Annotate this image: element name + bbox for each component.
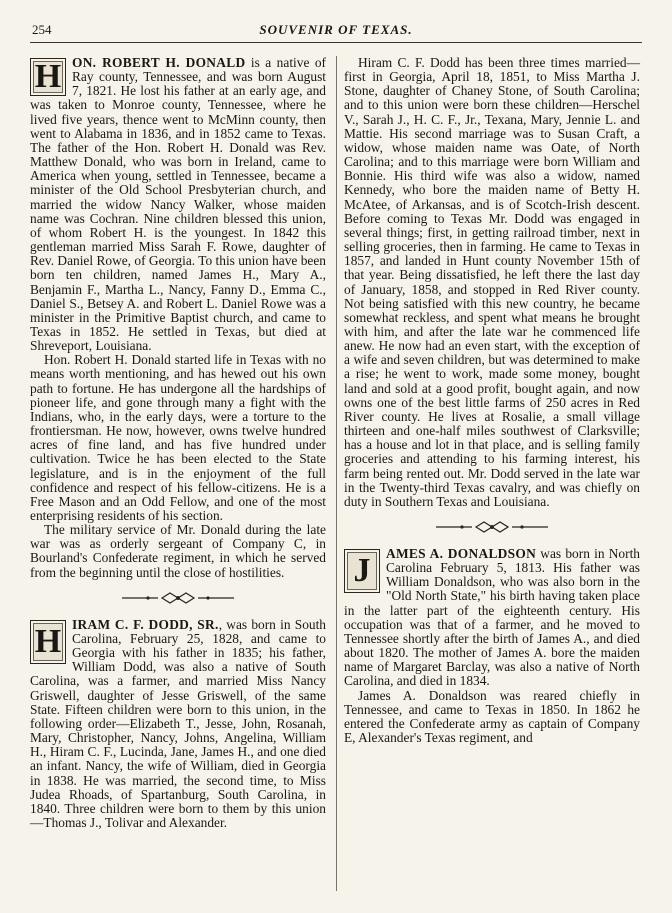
right-column bbox=[344, 56, 640, 745]
article-hiram-dodd bbox=[30, 618, 326, 830]
article-paragraph: James A. Donaldson was reared chiefly in Tennessee, and came to Texas in 1850. In 1862 he entered the Confederate army as captain of Company E, Alexander's Texas regiment, and bbox=[344, 687, 640, 746]
article-paragraph: The military service of Mr. Donald during the late war was as orderly sergeant of Company C, in Bourland's Confederate regiment, in which he served from the beginning until the close of hostilities. bbox=[30, 522, 326, 580]
column-divider bbox=[336, 56, 337, 891]
article-paragraph: J AMES A. DONALDSON was born in North Carolina February 5, 1813. His father was William Donaldson, who was also born in the "Old North State," his birth having taken place in the latter part of the eighteenth century. His occupation was that of a farmer, and he moved to Tennessee shortly after the birth of James A., and died about 1820. The mother of James A. bore the maiden name of Margaret Barclay, was also a native of North Carolina, and died in 1834. bbox=[344, 546, 640, 689]
ornament-icon bbox=[432, 521, 552, 533]
article-paragraph: Hiram C. F. Dodd has been three times married—first in Georgia, April 18, 1851, to Miss Martha J. Stone, daughter of Chaney Stone, of South Carolina; and to this union were born these children—Herschel V., Sarah J., H. C. F., Jr., Texana, Mary, Jennie L. and Mattie. His second marriage was to Susan Craft, a widow, whose maiden name was Oate, of North Carolina; and to this marriage were born William and Bonnie. His third wife was also a widow, named Kennedy, who bore the maiden name of Betty H. McAtee, of Arkansas, and is of Scotch-Irish descent. Before coming to Texas Mr. Dodd was engaged in several things; first, in getting railroad timber, next in selling groceries, then in farming. He came to Texas in 1857, and landed in Hunt county November 15th of that year. Being dissatisfied, he left there the last day of January, 1858, and stopped in Red River county. Not being satisfied with this new country, he became somewhat reckless, and spent what means he brought with him, and after the late war he commenced life anew. He now had an even start, with the exception of a wife and seven children, but was determined to make a rise; he went to work, made some money, bought land and sold at a good profit, bought again, and now owns one of the best little farms of 250 acres in Red River county. He lives at Rosalie, a small village thirteen and one-half miles southwest of Clarksville; has a house and lot in that place, and is selling family groceries and attending to his farming interest, his farm being rented out. Mr. Dodd served in the late war in the Twenty-third Texas cavalry, and was chiefly on duty in Southern Texas and Louisiana. bbox=[344, 55, 640, 509]
ornament-icon bbox=[118, 592, 238, 604]
article-james-donaldson bbox=[344, 547, 640, 745]
article-paragraph: Hon. Robert H. Donald started life in Texas with no means worth mentioning, and has hewed out his own path to fortune. He has undergone all the hardships of pioneer life, and gone through many a fight with the Indians, who, in the early days, were a torture to the frontiersman. He now, however, owns twelve hundred acres of fine land, and has five hundred under cultivation. Twice he has been elected to the State legislature, and is in the enjoyment of the full confidence and respect of his fellow-citizens. He is a Free Mason and an Odd Fellow, and one of the most enterprising residents of his section. bbox=[30, 352, 326, 523]
page-header bbox=[30, 20, 642, 43]
ornamental-initial: H bbox=[30, 620, 66, 664]
ornamental-initial: H bbox=[30, 58, 66, 96]
page-number: 254 bbox=[32, 22, 52, 37]
article-paragraph: H IRAM C. F. DODD, SR., was born in South Carolina, February 25, 1828, and came to Georgia with his father in 1835; his father, William Dodd, was also a native of South Carolina, was a farmer, and married Miss Nancy Griswell, daughter of Jesse Griswell, of the same State. Fifteen children were born to this union, in the following order—Elizabeth T., Jesse, John, Rosanah, Mary, Christopher, Nancy, Johns, Angelina, William H., Hiram C. F., Lucinda, Jane, James H., and one died an infant. Nancy, the wife of William, died in Georgia in 1838. He was married, the second time, to Miss Judea Rhoads, of Spartanburg, South Carolina, in 1840. Three children were born to them by this union—Thomas J., Tolivar and Alexander. bbox=[30, 616, 327, 830]
article-paragraph: H ON. ROBERT H. DONALD is a native of Ray county, Tennessee, and was born August 7, 1821. He lost his father at an early age, and was taken to Monroe county, Tennessee, where he lived five years, thence went to McMinn county, then went to Alabama in 1836, and in 1852 came to Texas. The father of the Hon. Robert H. Donald was Rev. Matthew Donald, who was born in Ireland, came to America when young, settled in Tennessee, became a minister of the Old School Presbyterian church, and married the widow Nancy Walker, whose maiden name was Cochran. Nine children blessed this union, of whom Robert H. is the youngest. In 1842 this gentleman married Miss Sarah F. Rowe, daughter of Rev. Daniel Rowe, of Georgia. To this union have been born ten children, named James H., Mary A., Benjamin F., Martha L., Nancy, Fanny D., Emma C., Daniel S., Betsey A. and Robert L. Daniel Rowe was a minister in the Primitive Baptist church, and came to Texas in 1852. He settled in Texas, but died at Shreveport, Louisiana. bbox=[30, 55, 327, 354]
article-robert-donald bbox=[30, 56, 326, 580]
section-ornament bbox=[344, 521, 640, 533]
ornamental-initial: J bbox=[344, 549, 380, 593]
left-column bbox=[30, 56, 326, 830]
article-subject-name: AMES A. DONALDSON bbox=[386, 546, 537, 561]
article-subject-name: IRAM C. F. DODD, SR. bbox=[72, 616, 219, 632]
article-subject-name: ON. ROBERT H. DONALD bbox=[72, 55, 246, 70]
running-title: SOUVENIR OF TEXAS. bbox=[259, 22, 413, 37]
section-ornament bbox=[30, 592, 326, 604]
